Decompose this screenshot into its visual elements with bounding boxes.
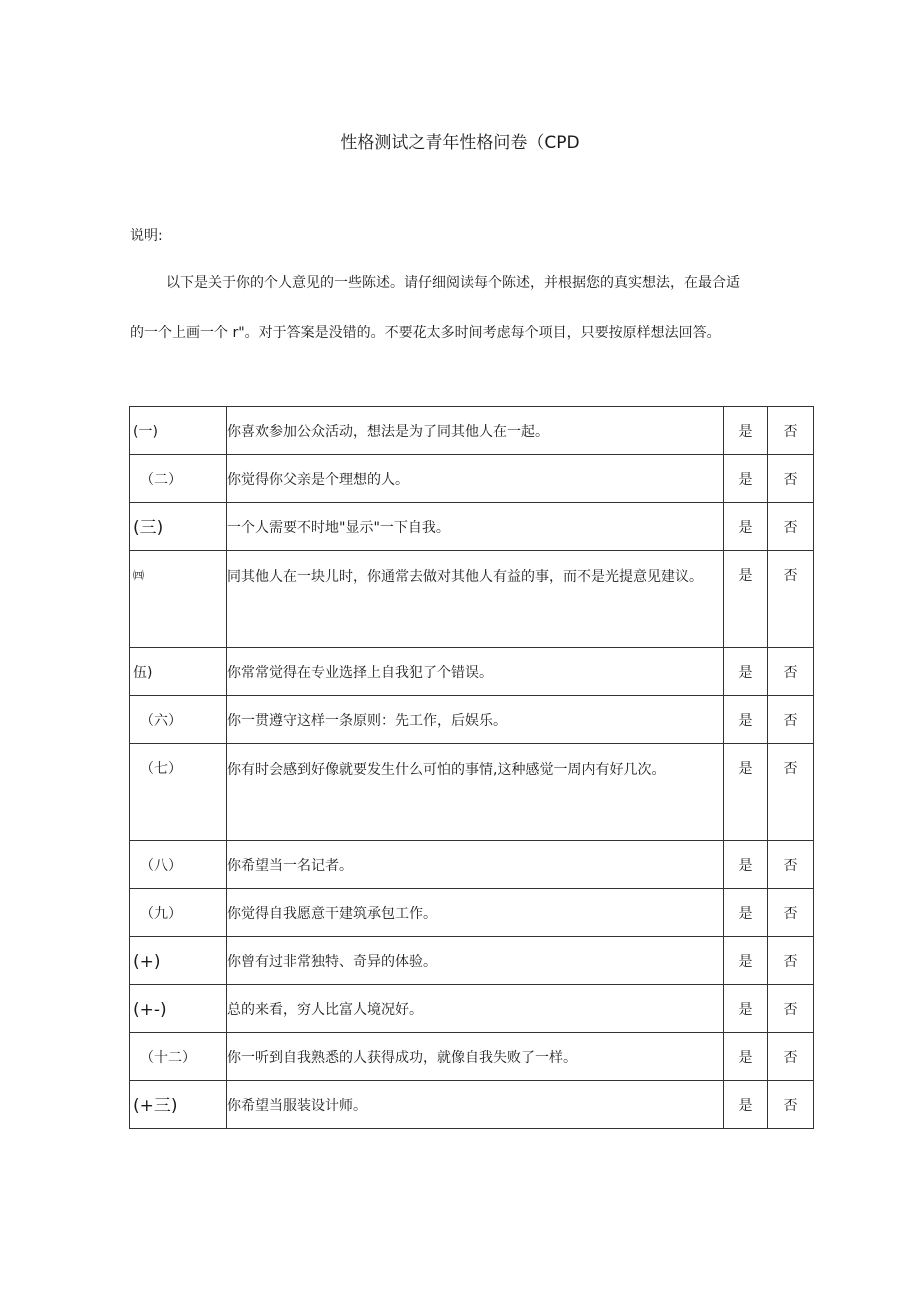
question-text: 同其他人在一块儿时，你通常去做对其他人有益的事，而不是光提意见建议。	[227, 569, 703, 585]
answer-yes[interactable]: 是	[738, 665, 753, 681]
intro-paragraph-line-1: 以下是关于你的个人意见的一些陈述。请仔细阅读每个陈述，并根据您的真实想法，在最合适	[166, 275, 740, 291]
answer-yes[interactable]: 是	[738, 472, 753, 488]
answer-no[interactable]: 否	[783, 1098, 798, 1114]
answer-yes[interactable]: 是	[738, 1098, 753, 1114]
question-number: (+)	[133, 952, 161, 972]
answer-no[interactable]: 否	[783, 906, 798, 922]
questionnaire-table	[129, 406, 814, 1129]
answer-yes[interactable]: 是	[738, 1002, 753, 1018]
intro-label: 说明:	[130, 228, 163, 244]
question-number: (+三)	[133, 1096, 178, 1116]
answer-no[interactable]: 否	[783, 424, 798, 440]
question-text: 你喜欢参加公众活动，想法是为了同其他人在一起。	[227, 424, 549, 440]
answer-no[interactable]: 否	[783, 472, 798, 488]
question-number: （八）	[140, 858, 182, 874]
question-row	[130, 648, 814, 696]
answer-yes[interactable]: 是	[738, 761, 753, 777]
answer-no[interactable]: 否	[783, 713, 798, 729]
question-row	[130, 407, 814, 455]
answer-yes[interactable]: 是	[738, 520, 753, 536]
question-row	[130, 889, 814, 937]
question-row	[130, 937, 814, 985]
answer-no[interactable]: 否	[783, 1050, 798, 1066]
question-number: 伍)	[133, 665, 153, 681]
question-row	[130, 841, 814, 889]
question-number: （十二）	[140, 1050, 196, 1066]
question-number: （九）	[140, 906, 182, 922]
question-number: (+-)	[133, 1000, 167, 1020]
question-number: （七）	[140, 761, 182, 777]
answer-no[interactable]: 否	[783, 858, 798, 874]
answer-yes[interactable]: 是	[738, 954, 753, 970]
question-text: 总的来看，穷人比富人境况好。	[227, 1002, 423, 1018]
question-number: （二）	[140, 472, 182, 488]
question-text: 你觉得你父亲是个理想的人。	[227, 472, 409, 488]
question-text: 一个人需要不时地"显示"一下自我。	[227, 520, 450, 536]
answer-no[interactable]: 否	[783, 954, 798, 970]
question-number: (三)	[133, 518, 164, 538]
question-number: (一)	[133, 424, 158, 440]
question-row	[130, 1033, 814, 1081]
question-text: 你希望当一名记者。	[227, 858, 353, 874]
answer-yes[interactable]: 是	[738, 424, 753, 440]
question-number: （六）	[140, 713, 182, 729]
answer-yes[interactable]: 是	[738, 568, 753, 584]
question-row	[130, 551, 814, 648]
question-row	[130, 503, 814, 551]
question-text: 你一听到自我熟悉的人获得成功，就像自我失败了一样。	[227, 1050, 577, 1066]
question-text: 你曾有过非常独特、奇异的体验。	[227, 954, 437, 970]
answer-no[interactable]: 否	[783, 665, 798, 681]
answer-no[interactable]: 否	[783, 761, 798, 777]
intro-paragraph-line-2: 的一个上画一个 r"。对于答案是没错的。不要花太多时间考虑每个项目，只要按原样想法回答。	[130, 325, 721, 341]
answer-yes[interactable]: 是	[738, 713, 753, 729]
answer-yes[interactable]: 是	[738, 1050, 753, 1066]
question-text: 你觉得自我愿意干建筑承包工作。	[227, 906, 437, 922]
question-text: 你希望当服装设计师。	[227, 1098, 367, 1114]
answer-no[interactable]: 否	[783, 520, 798, 536]
document-title: 性格测试之青年性格问卷（CPD	[340, 133, 580, 153]
question-number: ㈣	[133, 569, 144, 582]
answer-yes[interactable]: 是	[738, 906, 753, 922]
question-row	[130, 1081, 814, 1129]
question-row	[130, 455, 814, 503]
question-text: 你常常觉得在专业选择上自我犯了个错误。	[227, 665, 493, 681]
question-text: 你有时会感到好像就要发生什么可怕的事情,这种感觉一周内有好几次。	[227, 762, 666, 778]
answer-no[interactable]: 否	[783, 568, 798, 584]
question-text: 你一贯遵守这样一条原则：先工作，后娱乐。	[227, 713, 507, 729]
question-row	[130, 696, 814, 744]
question-row	[130, 744, 814, 841]
answer-yes[interactable]: 是	[738, 858, 753, 874]
answer-no[interactable]: 否	[783, 1002, 798, 1018]
question-row	[130, 985, 814, 1033]
